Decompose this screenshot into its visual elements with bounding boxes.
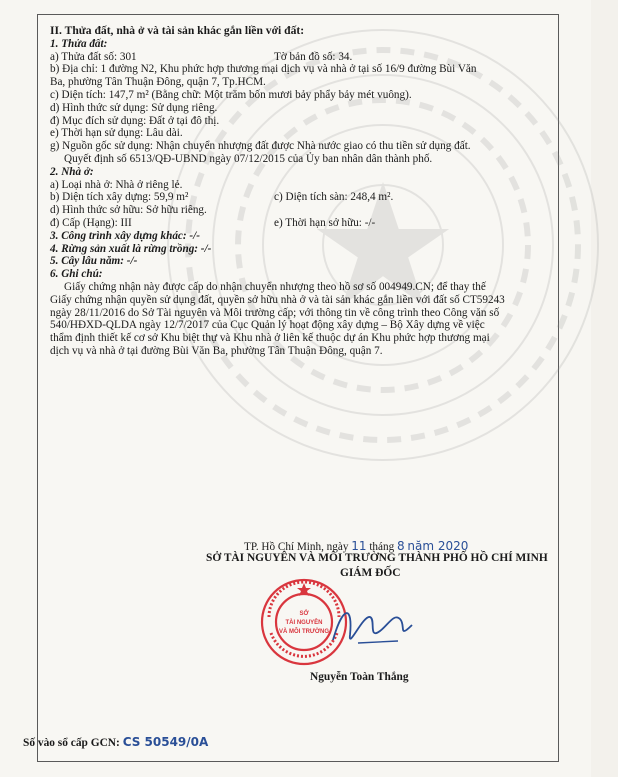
issue-month: 8 bbox=[396, 539, 405, 553]
svg-text:SỞ: SỞ bbox=[299, 611, 309, 617]
notes-heading: 6. Ghi chú: bbox=[50, 268, 103, 281]
note-line: thẩm định thiết kế cơ sở Khu biệt thự và Khu nhà ở liên kế thuộc dự án Khu phức hợp thương mại bbox=[50, 332, 490, 345]
registration-number: Số vào sổ cấp GCN: CS 50549/0A bbox=[23, 735, 209, 749]
perennial-item: 5. Cây lâu năm: -/- bbox=[50, 255, 138, 268]
document-frame bbox=[23, 14, 559, 762]
address-line-2: Ba, phường Tân Thuận Đông, quận 7, Tp.HCM. bbox=[50, 76, 266, 89]
usage-form: d) Hình thức sử dụng: Sử dụng riêng. bbox=[50, 101, 218, 114]
decision-line: Quyết định số 6513/QĐ-UBND ngày 07/12/2015 của Ủy ban nhân dân thành phố. bbox=[64, 152, 433, 165]
house-grade-row bbox=[50, 217, 546, 230]
floor-area: c) Diện tích sàn: 248,4 m². bbox=[274, 191, 394, 204]
note-line: 540/HĐXD-QLDA ngày 12/7/2017 của Cục Quản lý hoạt động xây dựng – Bộ Xây dựng về việc bbox=[50, 319, 485, 332]
usage-term: e) Thời hạn sử dụng: Lâu dài. bbox=[50, 127, 183, 140]
signature-block bbox=[23, 511, 558, 761]
document-body bbox=[50, 25, 546, 358]
registration-value: CS 50549/0A bbox=[122, 735, 209, 749]
house-heading: 2. Nhà ở: bbox=[50, 165, 94, 178]
usage-origin: g) Nguồn gốc sử dụng: Nhận chuyển nhượng đất được Nhà nước giao có thu tiền sử dụng đất. bbox=[50, 140, 471, 153]
parcel-number: a) Thửa đất số: 301 bbox=[50, 50, 137, 63]
construction-area: b) Diện tích xây dựng: 59,9 m² bbox=[50, 191, 189, 204]
house-grade: đ) Cấp (Hạng): III bbox=[50, 216, 132, 229]
other-works: 3. Công trình xây dựng khác: -/- bbox=[50, 229, 200, 242]
note-line: Giấy chứng nhận này được cấp do nhận chuyển nhượng theo hồ sơ số 004949.CN; để thay thế bbox=[64, 280, 486, 293]
map-sheet-number: Tờ bản đồ số: 34. bbox=[274, 50, 353, 63]
issue-day: 11 bbox=[351, 539, 367, 553]
note-line: Giấy chứng nhận quyền sử dụng đất, quyền sở hữu nhà ở và tài sản khác gắn liền với đất số CT59243 bbox=[50, 293, 505, 306]
issue-year: năm 2020 bbox=[407, 539, 469, 553]
signer-name: Nguyễn Toàn Thắng bbox=[310, 671, 409, 683]
note-line: dịch vụ và nhà ở tại đường Bùi Văn Ba, phường Tân Thuận Đông, quận 7. bbox=[50, 344, 383, 357]
ownership-form: d) Hình thức sở hữu: Sở hữu riêng. bbox=[50, 204, 207, 217]
note-line: ngày 28/11/2016 do Sở Tài nguyên và Môi trường cấp; với thông tin về công trình theo Công văn số bbox=[50, 306, 500, 319]
issuing-agency: SỞ TÀI NGUYÊN VÀ MÔI TRƯỜNG THÀNH PHỐ HỒ CHÍ MINH bbox=[206, 552, 548, 564]
usage-purpose: đ) Mục đích sử dụng: Đất ở tại đô thị. bbox=[50, 114, 220, 127]
handwritten-signature-icon bbox=[328, 595, 418, 655]
issue-date: TP. Hồ Chí Minh, ngày 11 tháng 8 năm 2020 bbox=[244, 539, 469, 553]
signer-title: GIÁM ĐỐC bbox=[340, 567, 401, 579]
land-area: c) Diện tích: 147,7 m² (Bằng chữ: Một trăm bốn mươi bảy phẩy bảy mét vuông). bbox=[50, 88, 412, 101]
house-area-row bbox=[50, 191, 546, 204]
ownership-term: e) Thời hạn sở hữu: -/- bbox=[274, 216, 376, 229]
parcel-row bbox=[50, 51, 546, 64]
forest-item: 4. Rừng sản xuất là rừng trồng: -/- bbox=[50, 242, 212, 255]
section-heading: II. Thửa đất, nhà ở và tài sản khác gắn liền với đất: bbox=[50, 24, 305, 37]
address-line-1: b) Địa chỉ: 1 đường N2, Khu phức hợp thương mại dịch vụ và nhà ở tại số 16/9 đường Bùi Văn bbox=[50, 63, 477, 76]
svg-text:TÀI NGUYÊN: TÀI NGUYÊN bbox=[285, 620, 323, 626]
svg-text:VÀ MÔI TRƯỜNG: VÀ MÔI TRƯỜNG bbox=[278, 629, 330, 635]
house-type: a) Loại nhà ở: Nhà ở riêng lẻ. bbox=[50, 178, 183, 191]
land-heading: 1. Thửa đất: bbox=[50, 37, 108, 50]
